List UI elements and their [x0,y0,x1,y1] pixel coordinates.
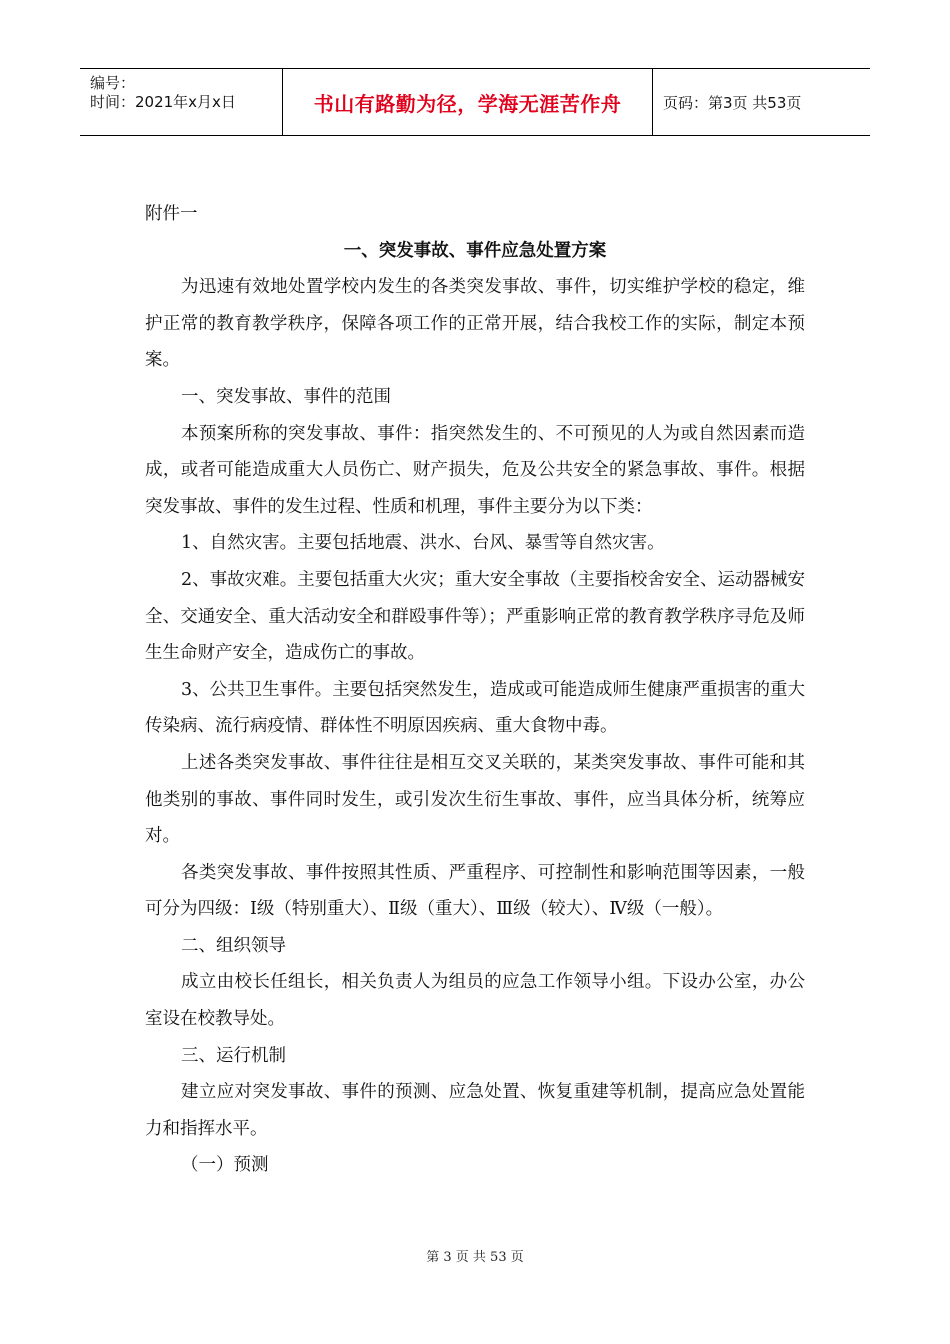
paragraph: 上述各类突发事故、事件往往是相互交叉关联的，某类突发事故、事件可能和其他类别的事故、事件同时发生，或引发次生衍生事故、事件，应当具体分析，统筹应对。 [145,752,805,847]
paragraph: 各类突发事故、事件按照其性质、严重程序、可控制性和影响范围等因素，一般可分为四级：Ⅰ级（特别重大）、Ⅱ级（重大）、Ⅲ级（较大）、Ⅳ级（一般）。 [145,862,805,920]
section-heading: 一、突发事故、事件的范围 [181,386,391,407]
attachment-label: 附件一 [145,204,198,224]
document-title: 一、突发事故、事件应急处置方案 [343,240,607,261]
header-motto-cell [283,69,653,135]
document-number-label: 编号： [90,74,136,92]
header-meta-cell [80,69,283,135]
paragraph: 建立应对突发事故、事件的预测、应急处置、恢复重建等机制，提高应急处置能力和指挥水平。 [145,1082,805,1139]
header-motto: 书山有路勤为径，学海无涯苦作舟 [313,91,622,116]
header-page-info: 页码：第3页 共53页 [663,93,802,112]
document-date: 时间：2021年x月x日 [90,93,236,111]
section-heading: 三、运行机制 [181,1045,286,1066]
paragraph: 成立由校长任组长，相关负责人为组员的应急工作领导小组。下设办公室，办公室设在校教导处。 [145,972,805,1030]
page-header [80,68,870,136]
list-item: 3、公共卫生事件。主要包括突然发生，造成或可能造成师生健康严重损害的重大传染病、流行病疫情、群体性不明原因疾病、重大食物中毒。 [145,679,805,737]
header-page-cell [653,69,870,135]
paragraph: 为迅速有效地处置学校内发生的各类突发事故、事件，切实维护学校的稳定，维护正常的教育教学秩序，保障各项工作的正常开展，结合我校工作的实际，制定本预案。 [145,277,805,371]
list-item: 1、自然灾害。主要包括地震、洪水、台风、暴雪等自然灾害。 [181,533,665,554]
document-body [145,196,805,1184]
subsection-heading: （一）预测 [181,1155,269,1176]
page-footer: 第 3 页 共 53 页 [426,1250,524,1265]
list-item: 2、事故灾难。主要包括重大火灾；重大安全事故（主要指校舍安全、运动器械安全、交通安全、重大活动安全和群殴事件等）；严重影响正常的教育教学秩序寻危及师生生命财产安全，造成伤亡的事故。 [145,569,805,664]
section-heading: 二、组织领导 [181,935,286,956]
paragraph: 本预案所称的突发事故、事件：指突然发生的、不可预见的人为或自然因素而造成，或者可能造成重大人员伤亡、财产损失，危及公共安全的紧急事故、事件。根据突发事故、事件的发生过程、性质和机理，事件主要分为以下类： [145,423,805,517]
